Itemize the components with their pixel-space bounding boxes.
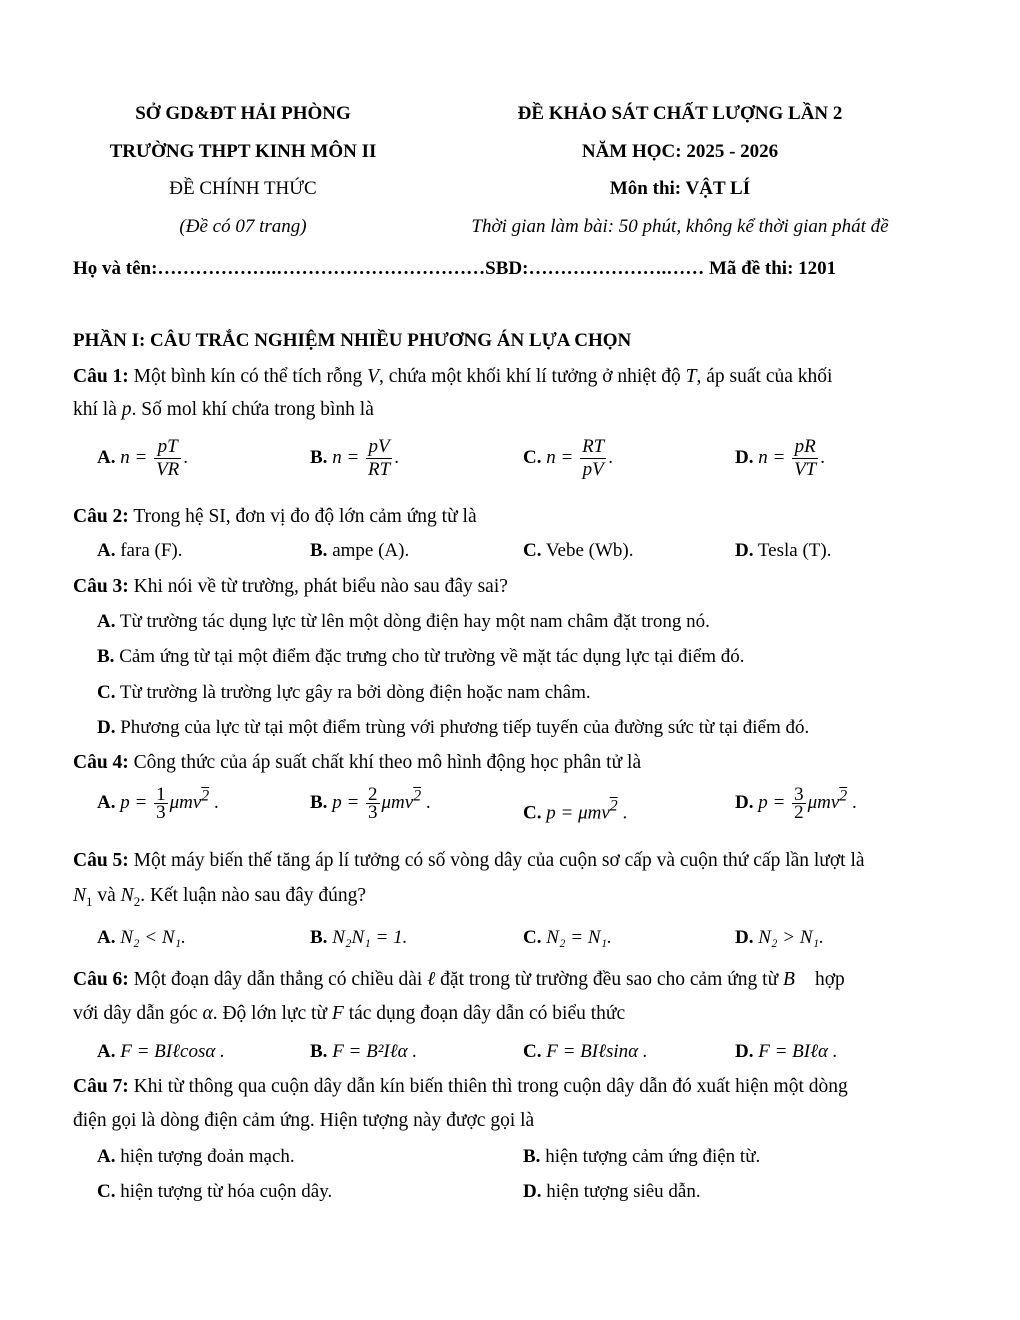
q3-option-b[interactable]: B. Cảm ứng từ tại một điểm đặc trưng cho từ trường về mặt tác dụng lực tại điểm đó. xyxy=(97,646,745,667)
department-name: SỞ GD&ĐT HẢI PHÒNG xyxy=(135,103,351,124)
question-5-line-2: $N_1$ và $N_2$. Kết luận nào sau đây đúng? xyxy=(73,885,366,909)
official-label: ĐỀ CHÍNH THỨC xyxy=(169,178,317,199)
q7-option-d[interactable]: D. hiện tượng siêu dẫn. xyxy=(523,1181,701,1202)
q6-option-d[interactable]: D. F = BIℓα . xyxy=(735,1041,838,1062)
question-label: Câu 6: xyxy=(73,969,129,990)
question-7-line-1: Câu 7: Khi từ thông qua cuộn dây dẫn kín biến thiên thì trong cuộn dây dẫn đó xuất hiện một dòng xyxy=(73,1076,848,1097)
q3-option-a[interactable]: A. Từ trường tác dụng lực từ lên một dòng điện hay một nam châm đặt trong nó. xyxy=(97,611,710,632)
q7-option-b[interactable]: B. hiện tượng cảm ứng điện từ. xyxy=(523,1146,761,1167)
question-1-line-1: Câu 1: Một bình kín có thể tích rỗng V, chứa một khối khí lí tưởng ở nhiệt độ T, áp suất của khối xyxy=(73,366,833,387)
q4-option-b[interactable]: B. p = $\frac{2}{3}$ μmv$^2$ . xyxy=(310,784,431,823)
q1-option-b[interactable]: B. n = $\frac{pV}{RT}$ . xyxy=(310,436,399,480)
q6-option-a[interactable]: A. F = BIℓcosα . xyxy=(97,1041,225,1062)
question-6-line-2: với dây dẫn góc α. Độ lớn lực từ F tác dụng đoạn dây dẫn có biểu thức xyxy=(73,1003,626,1024)
question-3: Câu 3: Khi nói về từ trường, phát biểu nào sau đây sai? xyxy=(73,576,508,597)
question-6-line-1: Câu 6: Một đoạn dây dẫn thẳng có chiều dài ℓ đặt trong từ trường đều sao cho cảm ứng từ B⃗ hợp xyxy=(73,969,845,990)
question-4: Câu 4: Công thức của áp suất chất khí theo mô hình động học phân tử là xyxy=(73,752,642,773)
exam-title: ĐỀ KHẢO SÁT CHẤT LƯỢNG LẦN 2 xyxy=(517,103,843,124)
school-year: NĂM HỌC: 2025 - 2026 xyxy=(581,141,779,162)
q5-option-c[interactable]: C. N₂ = N₁. xyxy=(523,927,612,948)
question-label: Câu 1: xyxy=(73,366,129,387)
q6-option-c[interactable]: C. F = BIℓsinα . xyxy=(523,1041,648,1062)
q3-option-d[interactable]: D. Phương của lực từ tại một điểm trùng với phương tiếp tuyến của đường sức từ tại điểm đó. xyxy=(97,717,810,738)
q7-option-a[interactable]: A. hiện tượng đoản mạch. xyxy=(97,1146,295,1167)
q5-option-b[interactable]: B. N₂N₁ = 1. xyxy=(310,927,408,948)
q3-option-c[interactable]: C. Từ trường là trường lực gây ra bởi dòng điện hoặc nam châm. xyxy=(97,682,591,703)
question-label: Câu 3: xyxy=(73,576,129,597)
question-label: Câu 2: xyxy=(73,506,129,527)
q6-option-b[interactable]: B. F = B²Iℓα . xyxy=(310,1041,418,1062)
q1-option-a[interactable]: A. n = $\frac{pT}{VR}$ . xyxy=(97,436,189,480)
q2-option-a[interactable]: A. fara (F). xyxy=(97,540,183,561)
question-label: Câu 5: xyxy=(73,850,129,871)
q2-option-c[interactable]: C. Vebe (Wb). xyxy=(523,540,634,561)
question-5-line-1: Câu 5: Một máy biến thế tăng áp lí tưởng có số vòng dây của cuộn sơ cấp và cuộn thứ cấp lần lượt là xyxy=(73,850,865,871)
student-info-line: Họ và tên:……………….……………………………SBD:………………….…… Mã đề thi: 1201 xyxy=(73,258,837,279)
q2-option-d[interactable]: D. Tesla (T). xyxy=(735,540,832,561)
question-2: Câu 2: Trong hệ SI, đơn vị đo độ lớn cảm ứng từ là xyxy=(73,506,477,527)
q5-option-a[interactable]: A. N₂ < N₁. xyxy=(97,927,186,948)
question-7-line-2: điện gọi là dòng điện cảm ứng. Hiện tượng này được gọi là xyxy=(73,1110,535,1131)
q1-option-d[interactable]: D. n = $\frac{pR}{VT}$ . xyxy=(735,436,825,480)
q7-option-c[interactable]: C. hiện tượng từ hóa cuộn dây. xyxy=(97,1181,333,1202)
subject: Môn thi: VẬT LÍ xyxy=(609,178,751,199)
q4-option-c[interactable]: C. p = μmv$^2$ . xyxy=(523,798,628,824)
q2-option-b[interactable]: B. ampe (A). xyxy=(310,540,410,561)
time-limit: Thời gian làm bài: 50 phút, không kể thời gian phát đề xyxy=(471,216,889,237)
q4-option-d[interactable]: D. p = $\frac{3}{2}$ μmv$^2$ . xyxy=(735,784,857,823)
q1-option-c[interactable]: C. n = $\frac{RT}{pV}$ . xyxy=(523,436,613,480)
section-title: PHẦN I: CÂU TRẮC NGHIỆM NHIỀU PHƯƠNG ÁN LỰA CHỌN xyxy=(73,330,632,351)
question-label: Câu 4: xyxy=(73,752,129,773)
q4-option-a[interactable]: A. p = $\frac{1}{3}$ μmv$^2$ . xyxy=(97,784,219,823)
page-count: (Đề có 07 trang) xyxy=(179,216,307,237)
question-label: Câu 7: xyxy=(73,1076,129,1097)
school-name: TRƯỜNG THPT KINH MÔN II xyxy=(109,141,377,162)
question-1-line-2: khí là p. Số mol khí chứa trong bình là xyxy=(73,399,374,420)
q5-option-d[interactable]: D. N₂ > N₁. xyxy=(735,927,824,948)
